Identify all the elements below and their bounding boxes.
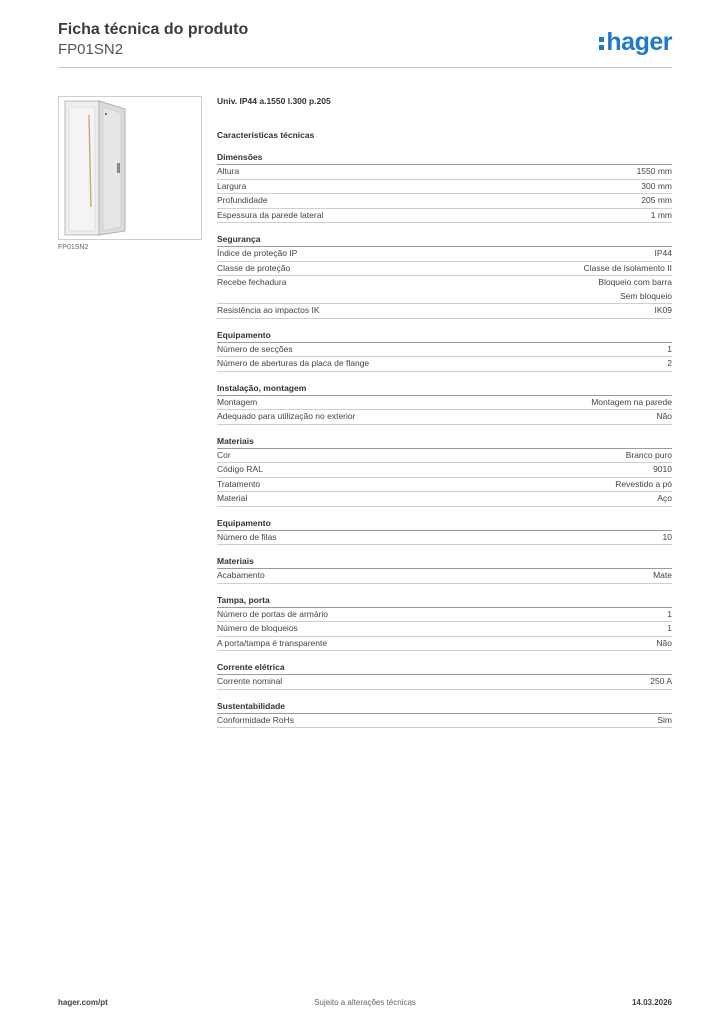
spec-section	[217, 435, 672, 507]
spec-value-line: 1 mm	[650, 209, 672, 220]
section-title: Equipamento	[217, 329, 672, 343]
spec-value	[667, 343, 672, 357]
spec-row	[217, 396, 672, 411]
section-title: Dimensões	[217, 151, 672, 165]
spec-value-line: 1	[667, 623, 672, 633]
spec-label: Recebe fechadura	[217, 277, 287, 287]
spec-label: Número de bloqueios	[217, 623, 298, 633]
cabinet-image-icon	[59, 97, 201, 239]
spec-row	[217, 608, 672, 623]
spec-value	[584, 262, 672, 276]
spec-row	[217, 343, 672, 358]
spec-label: Largura	[217, 180, 247, 191]
spec-value-line: Não	[656, 411, 672, 421]
spec-section	[217, 594, 672, 652]
spec-row	[217, 357, 672, 372]
section-title: Equipamento	[217, 517, 672, 531]
section-title: Materiais	[217, 555, 672, 569]
spec-value-line: IK09	[654, 305, 672, 315]
spec-value-line: 10	[662, 531, 672, 542]
spec-row	[217, 262, 672, 277]
spec-value	[591, 396, 672, 410]
spec-value	[651, 209, 672, 223]
spec-label: Número de filas	[217, 531, 277, 542]
spec-value-line: Mate	[653, 570, 672, 580]
spec-section	[217, 382, 672, 425]
spec-row	[217, 276, 672, 304]
spec-value-line: 9010	[653, 464, 672, 474]
spec-label: Número de portas de armário	[217, 608, 329, 619]
spec-row	[217, 492, 672, 507]
spec-section	[217, 329, 672, 372]
spec-value	[626, 449, 672, 463]
spec-row	[217, 449, 672, 464]
spec-value	[657, 714, 672, 728]
spec-value	[641, 194, 672, 208]
spec-section	[217, 151, 672, 223]
spec-label: Índice de proteção IP	[217, 248, 298, 258]
spec-section	[217, 700, 672, 729]
spec-label: Material	[217, 493, 248, 503]
spec-label: Classe de proteção	[217, 262, 291, 273]
spec-label: Número de secções	[217, 343, 293, 354]
spec-value-line: 300 mm	[641, 180, 672, 191]
section-title: Materiais	[217, 435, 672, 449]
spec-value-line: Não	[656, 637, 672, 648]
spec-value-line: 1550 mm	[636, 166, 672, 176]
spec-label: Espessura da parede lateral	[217, 209, 324, 220]
spec-value	[655, 304, 673, 318]
section-title: Corrente elétrica	[217, 661, 672, 675]
spec-value	[653, 463, 672, 477]
spec-label: Adequado para utilização no exterior	[217, 411, 356, 421]
spec-value-line: IP44	[654, 248, 672, 258]
spec-row	[217, 569, 672, 584]
spec-value	[598, 276, 672, 303]
spec-value	[653, 569, 672, 583]
spec-row	[217, 410, 672, 425]
spec-row	[217, 478, 672, 493]
spec-section	[217, 555, 672, 584]
spec-section	[217, 517, 672, 546]
spec-row	[217, 209, 672, 224]
technical-characteristics-title: Características técnicas	[217, 130, 315, 140]
footer-date: 14.03.2026	[631, 998, 672, 1007]
spec-sections	[217, 151, 672, 728]
spec-value-line: Montagem na parede	[591, 396, 672, 407]
spec-row	[217, 675, 672, 690]
section-title: Tampa, porta	[217, 594, 672, 608]
spec-row	[217, 247, 672, 262]
spec-label: Altura	[217, 166, 240, 176]
spec-value	[656, 410, 672, 424]
image-caption: FP01SN2	[58, 244, 89, 251]
spec-value-line: 250 A	[650, 676, 672, 686]
spec-label: Profundidade	[217, 195, 268, 205]
spec-label: Corrente nominal	[217, 676, 283, 686]
section-title: Segurança	[217, 233, 672, 247]
spec-value	[657, 492, 672, 506]
spec-value-line: 1	[667, 608, 672, 619]
footer-note: Sujeito a alterações técnicas	[314, 998, 416, 1007]
product-image	[58, 96, 202, 240]
spec-label: Número de aberturas da placa de flange	[217, 358, 370, 368]
spec-label: Resistência ao impactos IK	[217, 305, 320, 315]
spec-value-line: Classe de isolamento II	[583, 262, 672, 273]
spec-label: Conformidade RoHs	[217, 714, 295, 725]
spec-label: A porta/tampa é transparente	[217, 637, 328, 648]
spec-row	[217, 714, 672, 729]
section-title: Instalação, montagem	[217, 382, 672, 396]
page-header	[58, 20, 672, 59]
spec-value-line: Branco puro	[625, 449, 672, 460]
footer-website: hager.com/pt	[58, 998, 108, 1007]
spec-section	[217, 233, 672, 319]
spec-value	[650, 675, 672, 689]
spec-label: Código RAL	[217, 464, 263, 474]
spec-row	[217, 622, 672, 637]
logo-dots-icon	[599, 34, 605, 53]
spec-value	[655, 247, 673, 261]
spec-value	[667, 608, 672, 622]
logo-text: hager	[606, 28, 672, 56]
spec-label: Montagem	[217, 396, 258, 407]
spec-value-line: Aço	[657, 493, 672, 503]
spec-label: Tratamento	[217, 478, 261, 489]
spec-value-line: 2	[667, 358, 672, 368]
spec-row	[217, 165, 672, 180]
spec-value	[667, 357, 672, 371]
section-title: Sustentabilidade	[217, 700, 672, 714]
spec-value-line: 205 mm	[641, 195, 672, 205]
spec-content	[217, 95, 672, 728]
spec-value	[637, 165, 672, 179]
spec-value	[667, 622, 672, 636]
spec-row	[217, 194, 672, 209]
spec-value-line: Sim	[657, 714, 672, 725]
spec-label: Cor	[217, 449, 231, 460]
spec-value-line: Sem bloqueio	[620, 290, 672, 301]
product-summary: Univ. IP44 a.1550 l.300 p.205	[217, 96, 331, 106]
spec-value-line: Bloqueio com barra	[598, 277, 672, 287]
spec-label: Acabamento	[217, 570, 265, 580]
spec-row	[217, 531, 672, 546]
spec-value	[663, 531, 672, 545]
product-code: FP01SN2	[58, 41, 124, 58]
header-divider	[58, 67, 672, 68]
spec-value	[641, 180, 672, 194]
spec-value	[615, 478, 672, 492]
spec-value-line: Revestido a pó	[615, 478, 672, 489]
spec-section	[217, 661, 672, 690]
spec-row	[217, 637, 672, 652]
spec-row	[217, 304, 672, 319]
document-title: Ficha técnica do produto	[58, 21, 249, 38]
hager-logo	[599, 28, 672, 57]
spec-row	[217, 180, 672, 195]
spec-row	[217, 463, 672, 478]
spec-value	[656, 637, 672, 651]
spec-value-line: 1	[667, 343, 672, 354]
